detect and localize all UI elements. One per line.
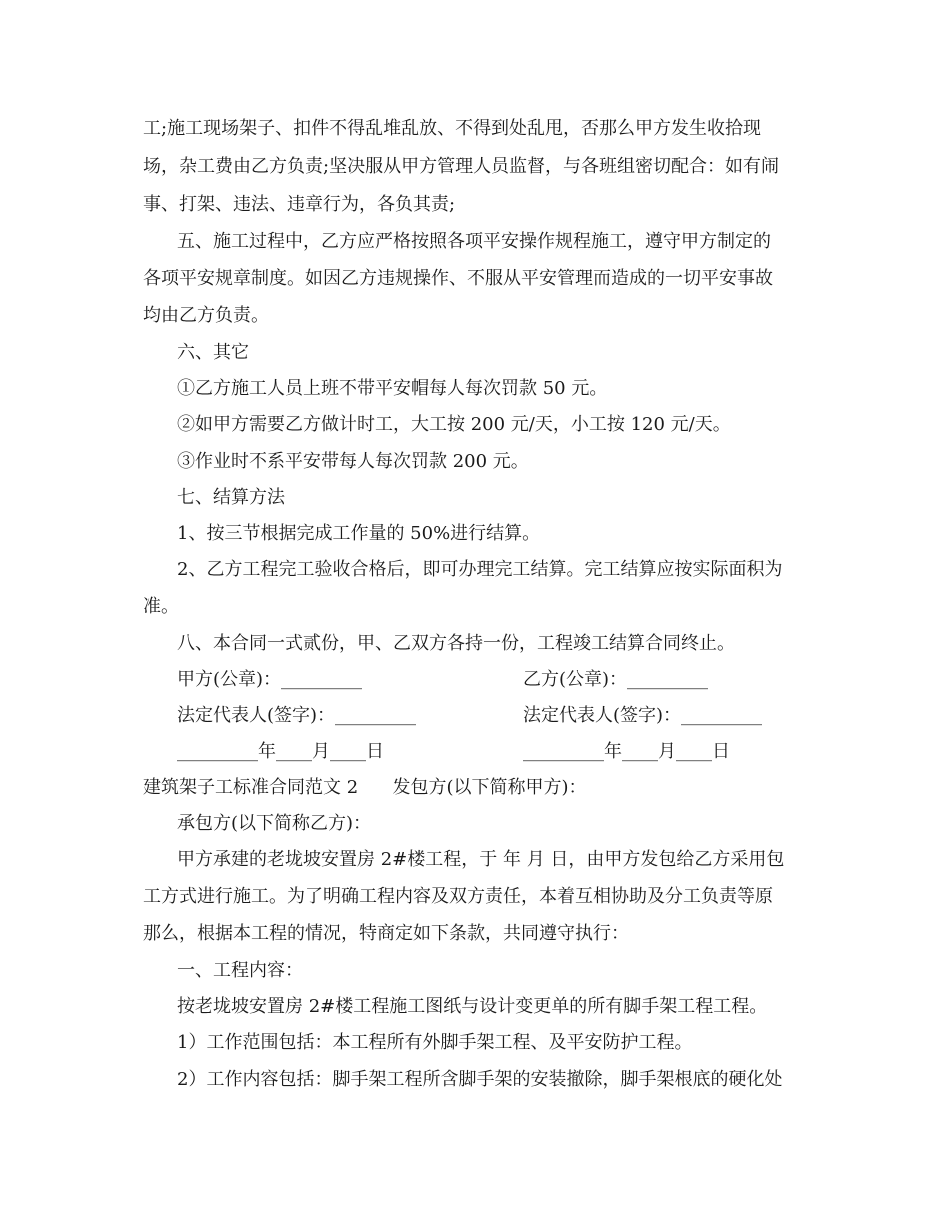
paragraph-line: 按老垅坡安置房 2#楼工程施工图纸与设计变更单的所有脚手架工程工程。 [177,996,768,1017]
paragraph-line: 五、施工过程中，乙方应严格按照各项平安操作规程施工，遵守甲方制定的 [177,231,771,252]
list-item: 2）工作内容包括：脚手架工程所含脚手架的安装撤除，脚手架根底的硬化处 [177,1069,783,1090]
paragraph-line: 那么，根据本工程的情况，特商定如下条款，共同遵守执行： [143,923,629,944]
section-heading: 一、工程内容： [177,960,303,981]
paragraph-line: 场，杂工费由乙方负责;坚决服从甲方管理人员监督，与各班组密切配合：如有闹 [143,156,780,177]
paragraph-line: 均由乙方负责。 [143,305,269,326]
party-b-representative: 法定代表人(签字)：_________ [523,705,763,726]
paragraph-line: 工;施工现场架子、扣件不得乱堆乱放、不得到处乱甩，否那么甲方发生收拾现 [143,118,762,139]
party-a-seal: 甲方(公章)：_________ [177,669,363,690]
paragraph-line: 承包方(以下简称乙方)： [177,813,372,834]
paragraph-line: 甲方承建的老垅坡安置房 2#楼工程，于 年 月 日，由甲方发包给乙方采用包 [177,849,785,870]
section-heading: 六、其它 [177,342,249,363]
paragraph-line: 事、打架、违法、违章行为，各负其责; [143,194,456,215]
list-item: ③作业时不系平安带每人每次罚款 200 元。 [177,451,529,472]
party-a-date: _________年____月____日 [177,741,384,762]
paragraph-line: 准。 [143,596,179,617]
list-item: 1）工作范围包括：本工程所有外脚手架工程、及平安防护工程。 [177,1032,693,1053]
list-item: 2、乙方工程完工验收合格后，即可办理完工结算。完工结算应按实际面积为 [177,559,783,580]
party-b-date: _________年____月____日 [523,741,730,762]
list-item: ②如甲方需要乙方做计时工，大工按 200 元/天，小工按 120 元/天。 [177,414,731,435]
party-a-representative: 法定代表人(签字)：_________ [177,705,417,726]
paragraph-line: 八、本合同一式贰份，甲、乙双方各持一份，工程竣工结算合同终止。 [177,633,735,654]
list-item: ①乙方施工人员上班不带平安帽每人每次罚款 50 元。 [177,378,608,399]
contract-title-line: 建筑架子工标准合同范文 2 发包方(以下简称甲方)： [143,777,587,798]
paragraph-line: 工方式进行施工。为了明确工程内容及双方责任，本着互相协助及分工负责等原 [143,886,773,907]
party-b-seal: 乙方(公章)：_________ [523,669,709,690]
list-item: 1、按三节根据完成工作量的 50%进行结算。 [177,523,541,544]
paragraph-line: 各项平安规章制度。如因乙方违规操作、不服从平安管理而造成的一切平安事故 [143,268,773,289]
section-heading: 七、结算方法 [177,487,285,508]
